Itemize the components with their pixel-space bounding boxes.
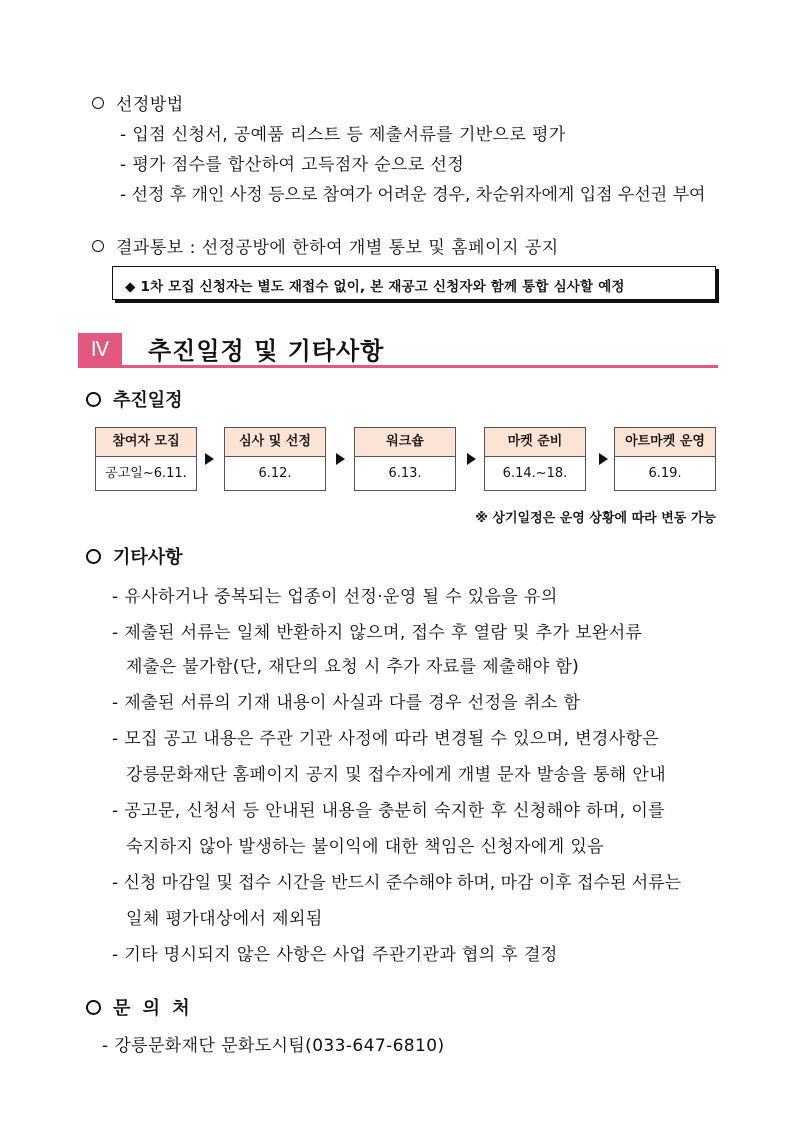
step-label: 마켓 준비 xyxy=(485,428,585,457)
arrow-right-icon xyxy=(599,453,608,465)
etc-line: - 공고문, 신청서 등 안내된 내용을 충분히 숙지한 후 신청해야 하며, 이를 xyxy=(112,801,665,821)
arrow-right-icon xyxy=(205,453,214,465)
etc-line: - 신청 마감일 및 접수 시간을 반드시 준수해야 하며, 마감 이후 접수된 서류는 xyxy=(112,873,682,893)
schedule-step xyxy=(484,427,586,491)
etc-line: - 제출된 서류는 일체 반환하지 않으며, 접수 후 열람 및 추가 보완서류 xyxy=(112,623,643,643)
schedule-note: ※ 상기일정은 운영 상황에 따라 변동 가능 xyxy=(475,511,716,526)
arrow-right-icon xyxy=(467,453,476,465)
step-date: 공고일~6.11. xyxy=(105,466,187,481)
etc-line: 일체 평가대상에서 제외됨 xyxy=(126,909,323,929)
step-date: 6.19. xyxy=(648,466,682,481)
circle-bullet-icon xyxy=(92,240,104,252)
step-label: 아트마켓 운영 xyxy=(615,428,715,457)
circle-bullet-icon xyxy=(86,392,101,407)
etc-line: - 제출된 서류의 기재 내용이 사실과 다를 경우 선정을 취소 함 xyxy=(112,693,581,713)
schedule-heading: 추진일정 xyxy=(86,386,183,412)
schedule-step xyxy=(224,427,326,491)
etc-line: - 유사하거나 중복되는 업종이 선정·운영 될 수 있음을 유의 xyxy=(112,587,558,607)
etc-line: 숙지하지 않아 발생하는 불이익에 대한 책임은 신청자에게 있음 xyxy=(126,837,604,857)
etc-line: 제출은 불가함(단, 재단의 요청 시 추가 자료를 제출해야 함) xyxy=(126,657,580,677)
etc-line: 강릉문화재단 홈페이지 공지 및 접수자에게 개별 문자 발송을 통해 안내 xyxy=(126,765,667,785)
section-title: 추진일정 및 기타사항 xyxy=(148,337,385,365)
result-heading: 결과통보 : 선정공방에 한하여 개별 통보 및 홈페이지 공지 xyxy=(92,233,559,258)
step-date: 6.13. xyxy=(388,466,422,481)
circle-bullet-icon xyxy=(86,549,101,564)
schedule-step xyxy=(95,427,197,491)
arrow-right-icon xyxy=(336,453,345,465)
step-label: 참여자 모집 xyxy=(96,428,196,457)
step-label: 심사 및 선정 xyxy=(225,428,325,457)
step-label: 워크숍 xyxy=(355,428,455,457)
selection-heading: 선정방법 xyxy=(92,90,184,115)
notice-box xyxy=(112,266,716,300)
section-divider xyxy=(78,365,718,368)
circle-bullet-icon xyxy=(86,1000,101,1015)
contact-heading: 문 의 처 xyxy=(86,994,193,1020)
step-date: 6.12. xyxy=(258,466,292,481)
etc-line: - 기타 명시되지 않은 사항은 사업 주관기관과 협의 후 결정 xyxy=(112,945,558,965)
etc-line: - 모집 공고 내용은 주관 기관 사정에 따라 변경될 수 있으며, 변경사항은 xyxy=(112,729,660,749)
contact-line: - 강릉문화재단 문화도시팀(033-647-6810) xyxy=(102,1036,445,1056)
selection-item: - 선정 후 개인 사정 등으로 참여가 어려운 경우, 차순위자에게 입점 우선권 부여 xyxy=(120,185,706,205)
circle-bullet-icon xyxy=(92,97,104,109)
section-number: Ⅳ xyxy=(78,333,122,365)
step-date: 6.14.~18. xyxy=(502,466,568,481)
notice-text: ◆ 1차 모집 신청자는 별도 재접수 없이, 본 재공고 신청자와 함께 통합 심사할 예정 xyxy=(125,279,625,295)
selection-item: - 평가 점수를 합산하여 고득점자 순으로 선정 xyxy=(120,155,465,175)
etc-heading: 기타사항 xyxy=(86,543,183,569)
schedule-step xyxy=(354,427,456,491)
schedule-step xyxy=(614,427,716,491)
selection-item: - 입점 신청서, 공예품 리스트 등 제출서류를 기반으로 평가 xyxy=(120,125,566,145)
